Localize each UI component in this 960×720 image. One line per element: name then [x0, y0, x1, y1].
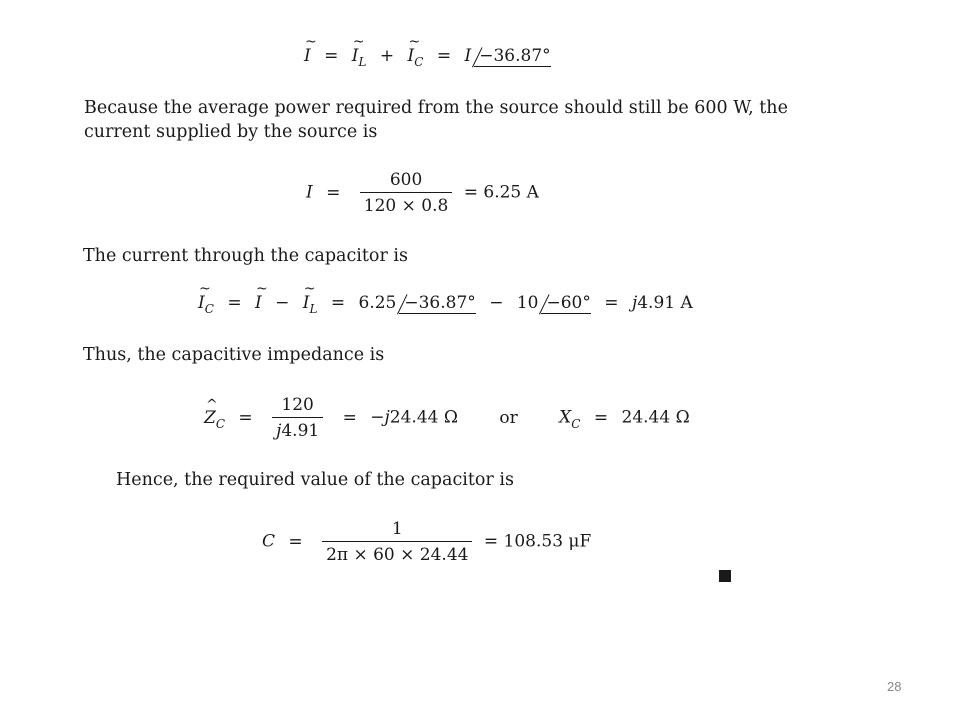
angle-notation: −36.87° [399, 293, 475, 314]
angle-notation: −36.87° [474, 46, 550, 67]
equation-source-current: I = $\frac{600}{120 \times 0.8}$ = 6.25 A [306, 170, 539, 216]
end-of-example-square-icon [719, 570, 731, 582]
fraction: $\frac{120}{j4.91}$ [272, 395, 323, 441]
equation-capacitor-current: ~ $I_C$ = ~ I − ~ $I_L = 6.25 -36.87^\circ - 10 -60^\circ = j4.91$ A [198, 293, 693, 314]
fraction: $\frac{1}{2\pi \times 60 \times 24.44}$ [322, 519, 472, 565]
current-phasor-symbol: ~ I [304, 46, 311, 66]
equation-total-current: ~ I = ~ $I_L$ + ~ $I_C = I -36.87^\circ$ [304, 46, 551, 67]
equation-capacitive-impedance: ^ $Z_C$ = $\frac{120}{j4.91}$ = −j24.44 Ω or $X_C = 24.44$ Ω [204, 395, 690, 441]
page-number: 28 [887, 679, 902, 694]
paragraph-average-power: Because the average power required from the source should still be 600 W, the current supplied by the source is [84, 98, 788, 142]
paragraph-capacitive-impedance: Thus, the capacitive impedance is [83, 345, 385, 365]
equation-capacitor-value: C = $\frac{1}{2\pi \times 60 \times 24.44}$ = 108.53 μF [262, 519, 592, 565]
paragraph-capacitor-current: The current through the capacitor is [83, 246, 408, 266]
paragraph-required-capacitor: Hence, the required value of the capacitor is [116, 470, 514, 490]
fraction: $\frac{600}{120 \times 0.8}$ [360, 170, 453, 216]
angle-notation: −60° [541, 293, 590, 314]
